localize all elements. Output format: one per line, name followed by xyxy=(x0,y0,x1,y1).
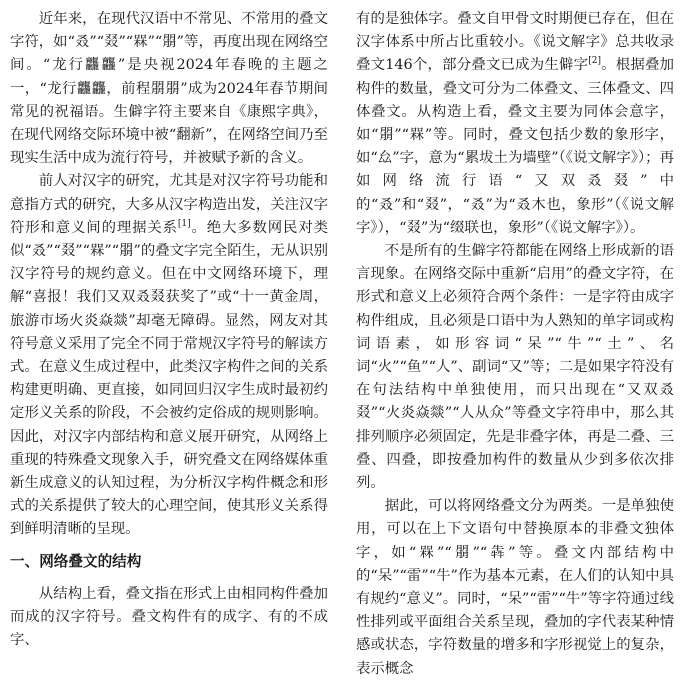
paragraph-5: 据此，可以将网络叠文分为两类。一是单独使用，可以在上下文语句中替换原本的非叠文独体字，如“槑”“朤”“犇”等。叠文内部结构中的“呆”“雷”“牛”作为基本元素，在人们的认知中具有规约“意义”。同时，“呆”“雷”“牛”等字符通过线性排列或平面组合关系呈现，叠加的字代表某种情感或状态，字符数量的增多和字形视觉上的复杂，表示概念 xyxy=(356,498,674,677)
paragraph-2-part-2: 。绝大多数网民对类似“叒”“叕”“槑”“朤”的叠文字完全陌生，无从识别汉字符号的规约意义。但在中文网络环境下，理解“喜报！我们又双叒叕获奖了”或“十一黄金周，旅游市场火炎焱燚”却毫无障碍。显然，网友对其符号意义采用了完全不同于常规汉字符号的解读方式。在意义生成过程中，此类汉字构件之间的关系构建更明确、更直接，如同回归汉字生成时最初约定形义关系的阶段，不会被约定俗成的规则影响。因此，对汉字内部结构和意义展开研究，从网络上重现的特殊叠文现象入手，研究叠文在网络媒体重新生成意义的认知过程，为分析汉字构件概念和形式的关系提供了较大的心理空间，使其形义关系得到鲜明清晰的呈现。 xyxy=(10,219,328,538)
paragraph-2 xyxy=(10,170,328,541)
right-column xyxy=(356,8,674,681)
section-heading: 一、网络叠文的结构 xyxy=(10,552,142,570)
citation-1: [1] xyxy=(177,218,191,229)
paragraph-1: 近年来，在现代汉语中不常见、不常用的叠文字符，如“叒”“叕”“槑”“朤”等，再度出现在网络空间。“龙行龘龘”是央视2024年春晚的主题之一，“龙行龘龘，前程朤朤”成为2024年春节期间常见的祝福语。生僻字符主要来自《康熙字典》，在现代网络交际环境中被“翻新”，在网络空间乃至现实生活中成为流行符号，并被赋予新的含义。 xyxy=(10,11,328,167)
paragraph-continued xyxy=(356,8,674,240)
paragraph-3: 从结构上看，叠文指在形式上由相同构件叠加而成的汉字符号。叠文构件有的成字、有的不成字、 xyxy=(10,585,328,649)
paragraph-2-part-1: 前人对汉字的研究，尤其是对汉字符号功能和意指方式的研究，大多从汉字构造出发，关注汉字符形和意义间的理据关系 xyxy=(10,173,328,236)
left-column xyxy=(10,8,328,652)
paragraph-continued-part-2: 。根据叠加构件的数量，叠文可分为二体叠文、三体叠文、四体叠文。从构造上看，叠文主要为同体会意字，如“朤”“槑”等。同时，叠文包括少数的象形字，如“厽”字，意为“累坺土为墙壁”（《说文解字》）；再如网络流行语“又双叒叕”中的“叒”和“叕”，“叒”为“叒木也，象形”（《说文解字》），“叕”为“缀联也，象形”（《说文解字》）。 xyxy=(356,57,674,236)
citation-2: [2] xyxy=(588,56,601,67)
paragraph-4: 不是所有的生僻字符都能在网络上形成新的语言现象。在网络交际中重新“启用”的叠文字符，在形式和意义上必须符合两个条件：一是字符由成字构件组成，且必须是口语中为人熟知的单字词或构词语素，如形容词“呆”“牛”“土”、名词“火”“鱼”“人”、副词“又”等；二是如果字符没有在句法结构中单独使用，而只出现在“又双叒叕”“火炎焱燚”“人从众”等叠文字符串中，那么其排列顺序必须固定，先是非叠字体，再是二叠、三叠、四叠，即按叠加构件的数量从少到多依次排列。 xyxy=(356,243,674,492)
paragraph-continued-part-1: 有的是独体字。叠文自甲骨文时期便已存在，但在汉字体系中所占比重较小。《说文解字》总共收录叠文146个，部分叠文已成为生僻字 xyxy=(356,11,674,74)
